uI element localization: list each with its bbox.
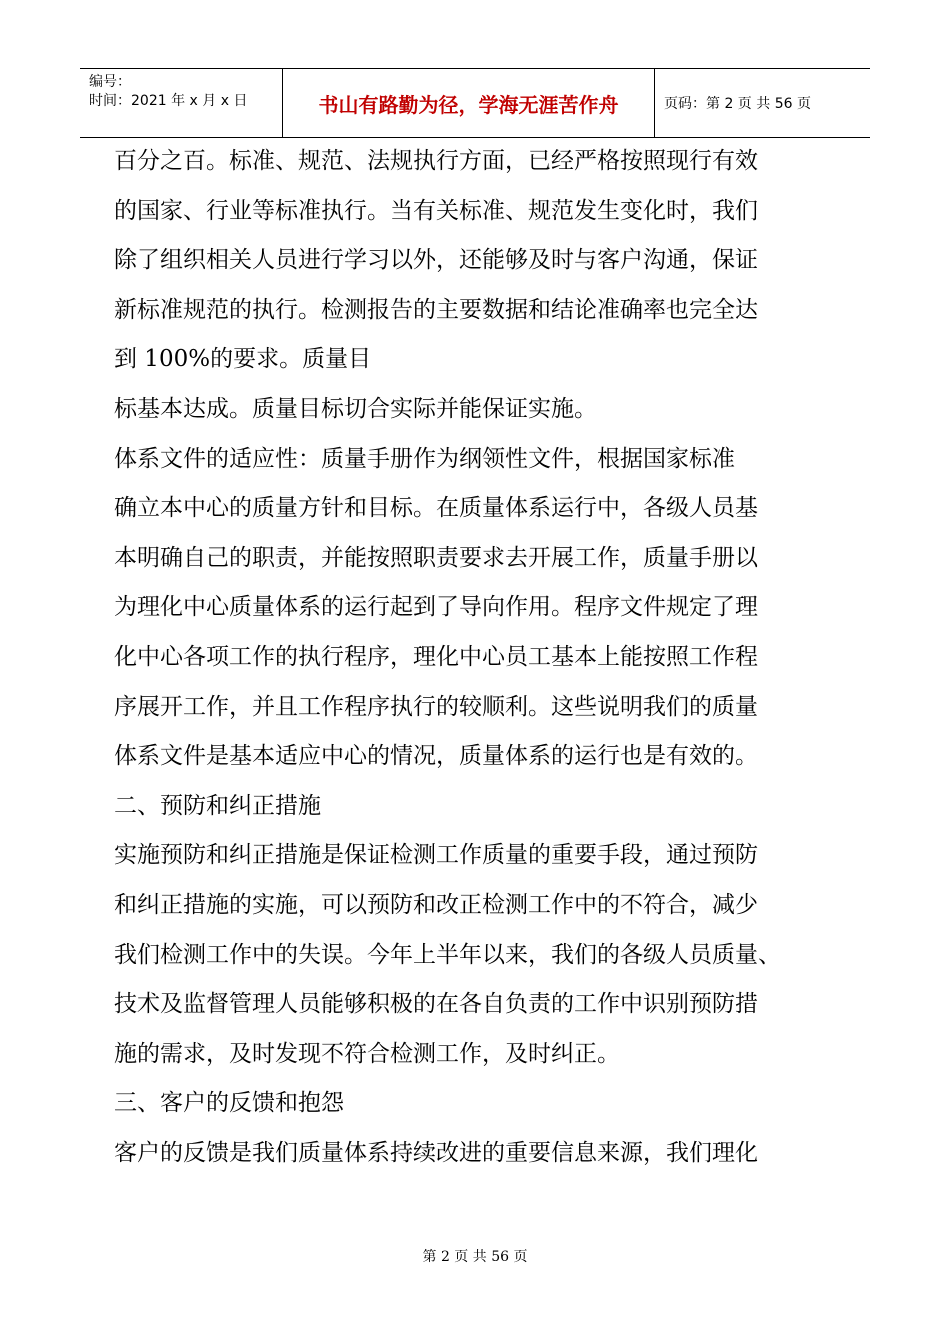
body-line: 除了组织相关人员进行学习以外，还能够及时与客户沟通，保证: [114, 247, 758, 274]
body-line: 本明确自己的职责，并能按照职责要求去开展工作，质量手册以: [114, 544, 758, 571]
body-line: 序展开工作，并且工作程序执行的较顺利。这些说明我们的质量: [114, 693, 758, 720]
body-line: 体系文件的适应性：质量手册作为纲领性文件，根据国家标准: [114, 445, 735, 472]
body-line: 和纠正措施的实施，可以预防和改正检测工作中的不符合，减少: [114, 891, 758, 918]
body-line: 为理化中心质量体系的运行起到了导向作用。程序文件规定了理: [114, 594, 758, 621]
body-line: 技术及监督管理人员能够积极的在各自负责的工作中识别预防措: [114, 991, 758, 1018]
document-date-label: 时间：2021 年 x 月 x 日: [89, 93, 248, 109]
header-motto: 书山有路勤为径，学海无涯苦作舟: [318, 92, 619, 117]
body-line: 化中心各项工作的执行程序，理化中心员工基本上能按照工作程: [114, 643, 758, 670]
body-line: 的国家、行业等标准执行。当有关标准、规范发生变化时，我们: [114, 197, 758, 224]
document-body: [114, 137, 849, 1178]
header-page-info: 页码：第 2 页 共 56 页: [664, 96, 811, 112]
body-line: 体系文件是基本适应中心的情况，质量体系的运行也是有效的。: [114, 743, 758, 770]
body-line: 到 100%的要求。质量目: [114, 346, 372, 373]
document-header: [80, 68, 870, 138]
body-line: 百分之百。标准、规范、法规执行方面，已经严格按照现行有效: [114, 148, 758, 174]
page-footer: [0, 1246, 950, 1266]
section-heading: 三、客户的反馈和抱怨: [114, 1090, 344, 1117]
body-line: 实施预防和纠正措施是保证检测工作质量的重要手段，通过预防: [114, 842, 758, 869]
header-meta-cell: [80, 69, 283, 137]
header-motto-cell: [283, 69, 655, 137]
document-number-label: 编号：: [89, 74, 131, 90]
body-line: 确立本中心的质量方针和目标。在质量体系运行中，各级人员基: [114, 495, 758, 522]
body-line: 施的需求，及时发现不符合检测工作，及时纠正。: [114, 1040, 620, 1067]
header-page-cell: [655, 69, 870, 137]
body-line: 新标准规范的执行。检测报告的主要数据和结论准确率也完全达: [114, 296, 758, 323]
footer-page-number: 第 2 页 共 56 页: [422, 1249, 528, 1265]
body-line: 标基本达成。质量目标切合实际并能保证实施。: [114, 395, 597, 422]
section-heading: 二、预防和纠正措施: [114, 792, 321, 819]
body-line: 我们检测工作中的失误。今年上半年以来，我们的各级人员质量、: [114, 941, 781, 968]
body-line: 客户的反馈是我们质量体系持续改进的重要信息来源，我们理化: [114, 1139, 758, 1166]
